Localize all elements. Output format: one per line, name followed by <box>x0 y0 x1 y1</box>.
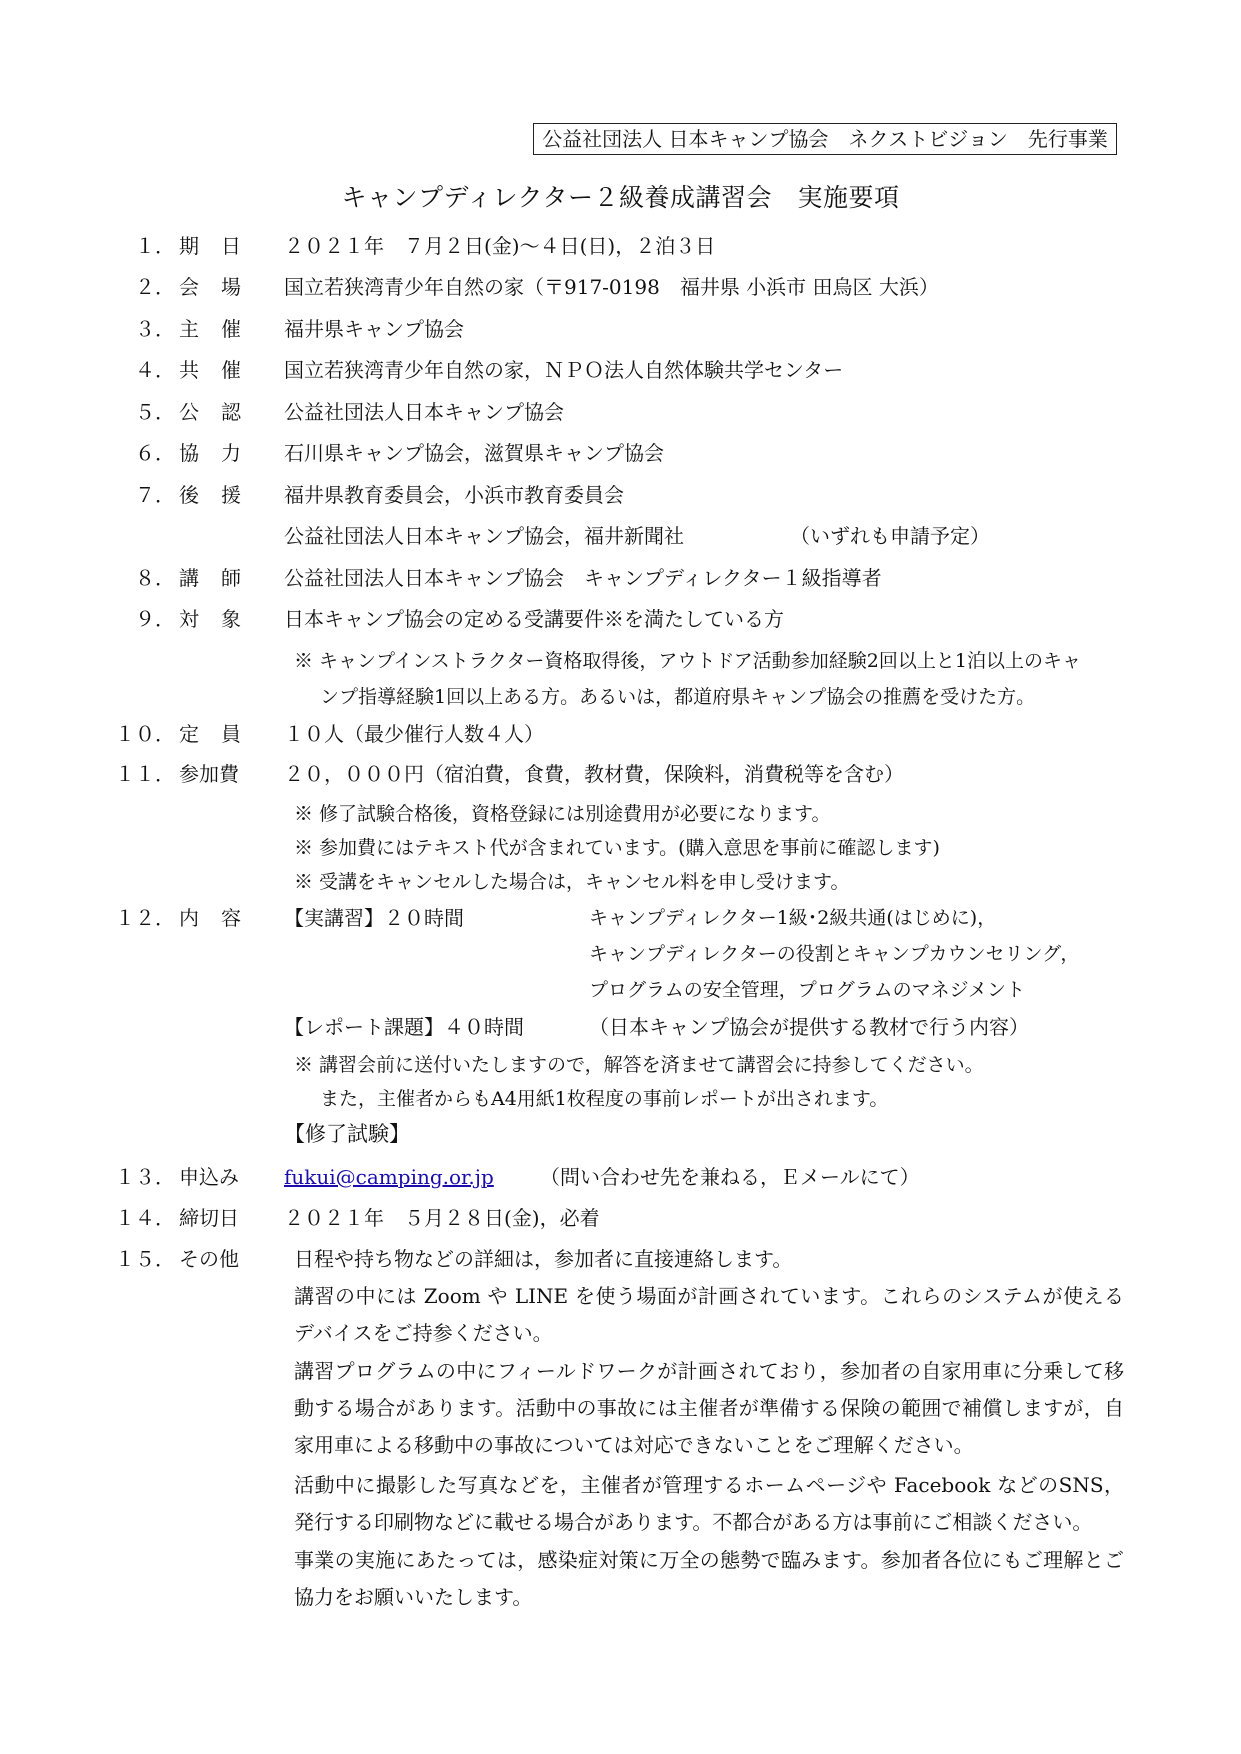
item-number: ７． <box>135 483 175 507</box>
other-paragraph: 活動中に撮影した写真などを，主催者が管理するホームページや Facebook などのSNS，発行する印刷物などに載せる場合があります。不都合がある方は事前にご相談ください。 <box>294 1473 1124 1534</box>
item-value: 国立若狭湾青少年自然の家（〒917-0198 福井県 小浜市 田烏区 大浜） <box>284 275 939 299</box>
item-label: 定員 <box>179 722 263 746</box>
item-fee <box>0 758 1241 790</box>
item-number: １３． <box>115 1165 175 1189</box>
item-label: 会場 <box>179 275 263 299</box>
item-other <box>0 1243 1241 1275</box>
content-topic: プログラムの安全管理，プログラムのマネジメント <box>589 979 1026 1001</box>
item-label: 主催 <box>179 317 263 341</box>
final-exam-label: 【修了試験】 <box>284 1122 410 1146</box>
support-pending-note: （いずれも申請予定） <box>790 524 990 548</box>
page-title: キャンプディレクター２級養成講習会 実施要項 <box>341 183 900 212</box>
support-extra: 公益社団法人日本キャンプ協会，福井新聞社 <box>284 524 684 548</box>
fee-note: ※ 参加費にはテキスト代が含まれています。(購入意思を事前に確認します) <box>294 837 940 859</box>
item-value: 福井県キャンプ協会 <box>284 317 464 341</box>
item-number: ５． <box>135 400 175 424</box>
item-value: 公益社団法人日本キャンプ協会 キャンプディレクター１級指導者 <box>284 566 882 590</box>
item-number: １０． <box>115 722 175 746</box>
item-number: １５． <box>115 1247 175 1271</box>
item-target <box>0 603 1241 635</box>
item-co-organizer <box>0 354 1241 386</box>
item-label: 後援 <box>179 483 263 507</box>
item-venue <box>0 271 1241 303</box>
item-number: ３． <box>135 317 175 341</box>
organization-box: 公益社団法人 日本キャンプ協会 ネクストビジョン 先行事業 <box>533 123 1117 155</box>
item-number: ４． <box>135 358 175 382</box>
application-note: （問い合わせ先を兼ねる，Ｅメールにて） <box>540 1165 920 1189</box>
item-value: １０人（最少催行人数４人） <box>284 722 544 746</box>
item-label: 講師 <box>179 566 263 590</box>
fee-note: ※ 修了試験合格後，資格登録には別途費用が必要になります。 <box>294 803 831 825</box>
item-value: 日程や持ち物などの詳細は，参加者に直接連絡します。 <box>294 1247 793 1271</box>
item-number: ９． <box>135 607 175 631</box>
item-instructor <box>0 562 1241 594</box>
item-number: １１． <box>115 762 175 786</box>
fee-note: ※ 受講をキャンセルした場合は，キャンセル料を申し受けます。 <box>294 871 850 893</box>
report-assignment-note: （日本キャンプ協会が提供する教材で行う内容） <box>589 1015 1029 1039</box>
item-number: １． <box>135 234 175 258</box>
content-topic: キャンプディレクター1級･2級共通(はじめに)， <box>589 907 997 929</box>
content-note: ※ 講習会前に送付いたしますので，解答を済ませて講習会に持参してください。 <box>294 1054 984 1076</box>
item-dates <box>0 230 1241 262</box>
item-value: 福井県教育委員会，小浜市教育委員会 <box>284 483 624 507</box>
item-label: 公認 <box>179 400 263 424</box>
item-deadline <box>0 1202 1241 1234</box>
item-number: ２． <box>135 275 175 299</box>
other-paragraph: 講習プログラムの中にフィールドワークが計画されており，参加者の自家用車に分乗して移動する場合があります。活動中の事故には主催者が準備する保険の範囲で補償しますが，自家用車による移動中の事故については対応できないことをご理解ください。 <box>294 1359 1124 1457</box>
email-link[interactable]: fukui@camping.or.jp <box>284 1165 494 1189</box>
other-paragraph: 講習の中には Zoom や LINE を使う場面が計画されています。これらのシステムが使えるデバイスをご持参ください。 <box>294 1284 1124 1345</box>
item-value: 石川県キャンプ協会，滋賀県キャンプ協会 <box>284 441 664 465</box>
item-label: 対象 <box>179 607 263 631</box>
item-value: ２０２１年 ７月２日(金)～４日(日)，２泊３日 <box>284 234 716 258</box>
item-label: その他 <box>179 1247 239 1271</box>
item-value: ２０２１年 ５月２８日(金)，必着 <box>284 1206 600 1230</box>
content-topic: キャンプディレクターの役割とキャンプカウンセリング， <box>589 943 1080 965</box>
item-support <box>0 479 1241 511</box>
item-number: ８． <box>135 566 175 590</box>
item-organizer <box>0 313 1241 345</box>
other-paragraph: 事業の実施にあたっては，感染症対策に万全の態勢で臨みます。参加者各位にもご理解とご協力をお願いいたします。 <box>294 1548 1124 1609</box>
report-assignment-label: 【レポート課題】４０時間 <box>284 1015 524 1039</box>
item-number: ６． <box>135 441 175 465</box>
item-label: 協力 <box>179 441 263 465</box>
item-accreditation <box>0 396 1241 428</box>
item-capacity <box>0 718 1241 750</box>
item-cooperation <box>0 437 1241 469</box>
item-label: 期日 <box>179 234 263 258</box>
item-label: 締切日 <box>179 1206 239 1230</box>
item-label: 参加費 <box>179 762 239 786</box>
item-label: 共催 <box>179 358 263 382</box>
item-value: 【実講習】２０時間 <box>284 906 464 930</box>
item-number: １４． <box>115 1206 175 1230</box>
item-application <box>0 1161 1241 1193</box>
item-number: １２． <box>115 906 175 930</box>
target-note-line1: ※ キャンプインストラクター資格取得後，アウトドア活動参加経験2回以上と1泊以上のキャ <box>294 650 1081 672</box>
item-value: 国立若狭湾青少年自然の家，ＮＰＯ法人自然体験共学センター <box>284 358 844 382</box>
content-note: また，主催者からもA4用紙1枚程度の事前レポートが出されます。 <box>320 1088 889 1110</box>
item-value: 公益社団法人日本キャンプ協会 <box>284 400 564 424</box>
item-value: ２０，０００円（宿泊費，食費，教材費，保険料，消費税等を含む） <box>284 762 904 786</box>
item-label: 内容 <box>179 906 263 930</box>
item-value: 日本キャンプ協会の定める受講要件※を満たしている方 <box>284 607 784 631</box>
item-label: 申込み <box>179 1165 239 1189</box>
target-note-line2: ンプ指導経験1回以上ある方。あるいは，都道府県キャンプ協会の推薦を受けた方。 <box>320 686 1036 708</box>
